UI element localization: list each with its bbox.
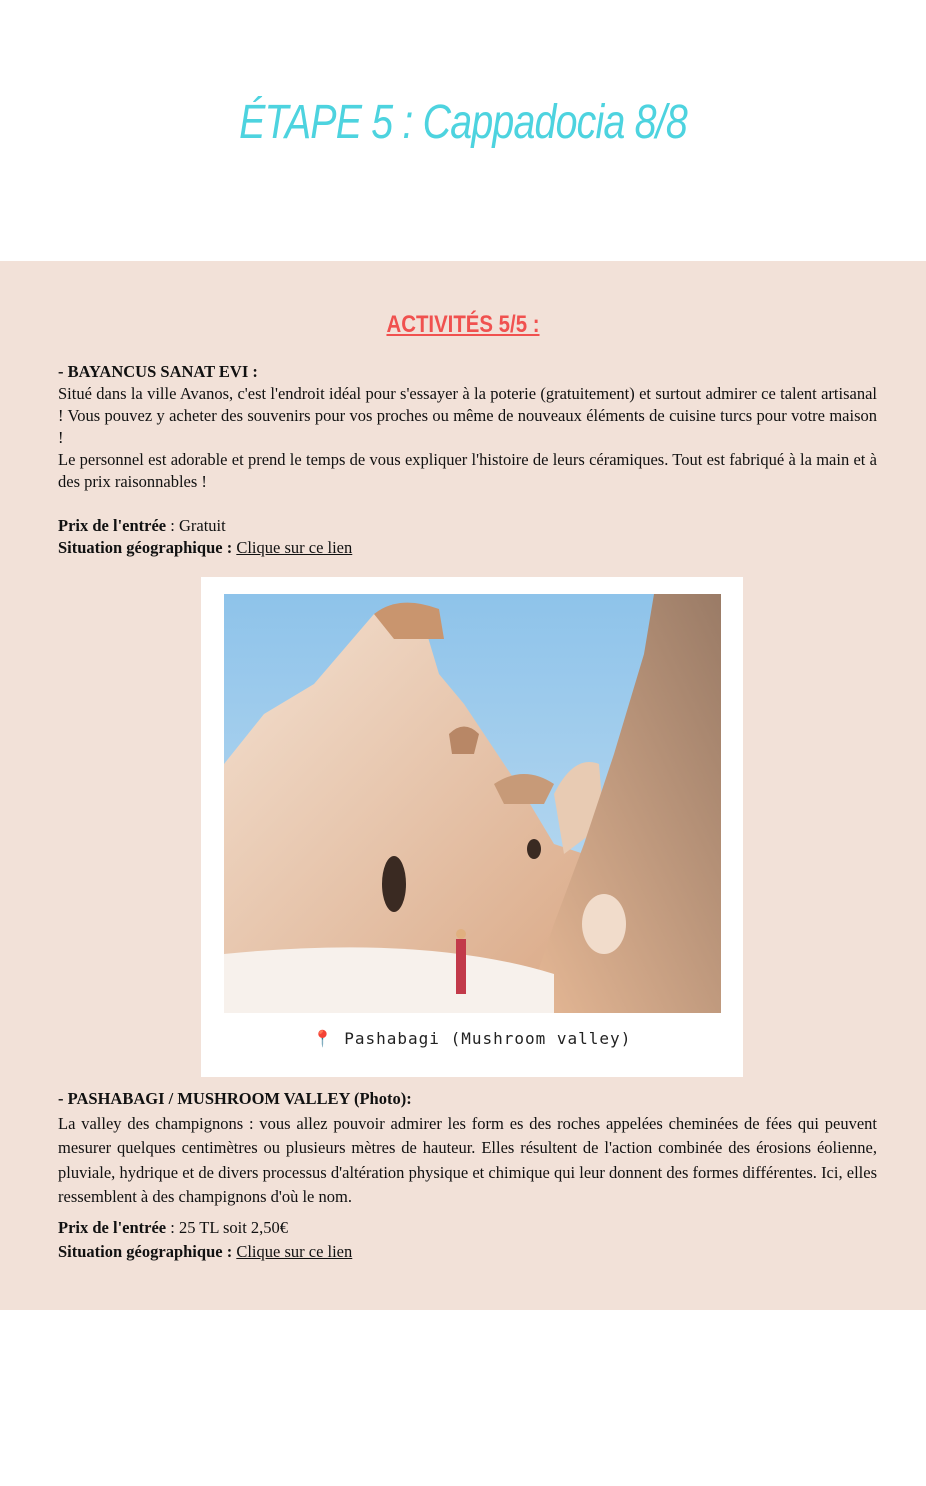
caption-text: Pashabagi (Mushroom valley) <box>344 1029 632 1048</box>
location-label: Situation géographique : <box>58 1242 233 1261</box>
photo-card <box>201 577 743 1077</box>
activity-description-2: Le personnel est adorable et prend le temps de vous expliquer l'histoire de leurs céramiques. Tout est fabriqué à la main et à des prix raisonnables ! <box>58 450 877 491</box>
pushpin-icon: 📍 <box>312 1029 334 1048</box>
price-label: Prix de l'entrée <box>58 516 167 535</box>
location-link[interactable]: Clique sur ce lien <box>236 1242 353 1261</box>
location-label: Situation géographique : <box>58 538 233 557</box>
section-heading: ACTIVITÉS 5/5 : <box>386 311 540 338</box>
page-title: ÉTAPE 5 : Cappadocia 8/8 <box>239 96 687 149</box>
activity-pashabagi <box>58 1087 877 1265</box>
price-value: : 25 TL soit 2,50€ <box>166 1217 289 1237</box>
price-label: Prix de l'entrée <box>58 1217 167 1237</box>
activities-section <box>0 261 926 1310</box>
location-link[interactable]: Clique sur ce lien <box>236 538 353 557</box>
activity-description: Situé dans la ville Avanos, c'est l'endroit idéal pour s'essayer à la poterie (gratuitement) et surtout admirer ce talent artisanal ! Vous pouvez y acheter des souvenirs pour vos proches ou même de nouveaux éléments de cuisine turcs pour votre maison ! <box>58 384 877 447</box>
photo-caption <box>201 1029 743 1048</box>
mushroom-valley-photo <box>224 594 721 1013</box>
price-value: : Gratuit <box>166 516 226 535</box>
activity-name: - BAYANCUS SANAT EVI : <box>58 362 258 381</box>
activity-name: - PASHABAGI / MUSHROOM VALLEY (Photo): <box>58 1089 412 1108</box>
activity-bayancus <box>58 361 877 559</box>
activity-description: La valley des champignons : vous allez pouvoir admirer les form es des roches appelées cheminées de fées qui peuvent mesurer quelques centimètres ou plusieurs mètres de hauteur. Elles résultent de l'action combinée des érosions éolienne, pluviale, hydrique et de divers processus d'altération physique et chimique qui leur donnent des formes différentes. Ici, elles ressemblent à des champignons d'où le nom. <box>58 1113 877 1206</box>
